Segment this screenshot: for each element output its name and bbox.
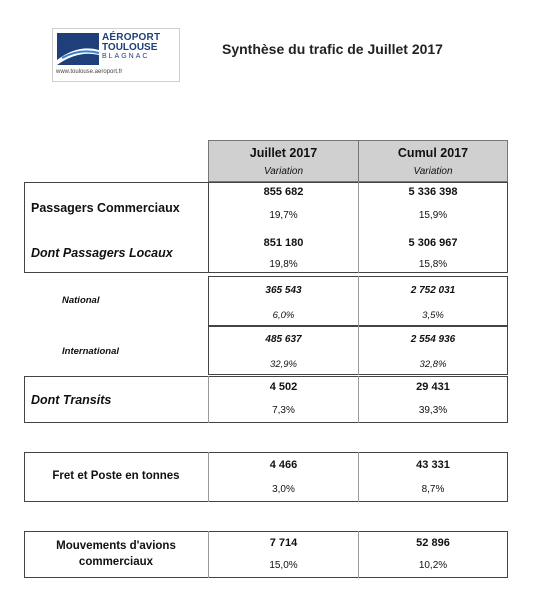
logo-text-toulouse: TOULOUSE <box>102 42 158 53</box>
row-label-mouvements-2: commerciaux <box>78 556 154 568</box>
airport-logo <box>52 28 180 82</box>
row-label-transits: Dont Transits <box>31 393 112 407</box>
row-juillet-national: 365 543 <box>265 285 302 296</box>
row-label-locaux: Dont Passagers Locaux <box>31 246 173 260</box>
row-cumul-var-national: 3,5% <box>422 310 444 321</box>
row-cumul-transits: 29 431 <box>416 381 450 393</box>
row-juillet-var-passagers: 19,7% <box>269 210 298 221</box>
row-juillet-var-mouvements: 15,0% <box>269 560 298 571</box>
logo-text-aeroport: AÉROPORT <box>102 32 161 43</box>
row-cumul-locaux: 5 306 967 <box>408 237 458 249</box>
row-cumul-passagers: 5 336 398 <box>408 186 458 198</box>
row-label-mouvements-1: Mouvements d'avions <box>56 540 176 552</box>
row-juillet-var-international: 32,9% <box>270 359 297 370</box>
row-juillet-var-fret: 3,0% <box>272 484 295 495</box>
row-juillet-passagers: 855 682 <box>263 186 304 198</box>
row-label-fret: Fret et Poste en tonnes <box>52 470 180 482</box>
row-juillet-transits: 4 502 <box>269 381 298 393</box>
row-cumul-var-mouvements: 10,2% <box>418 560 448 571</box>
row-cumul-mouvements: 52 896 <box>416 537 450 549</box>
row-juillet-international: 485 637 <box>265 334 302 345</box>
logo-url: www.toulouse.aeroport.fr <box>56 69 123 75</box>
row-cumul-var-locaux: 15,8% <box>418 259 448 270</box>
row-cumul-var-passagers: 15,9% <box>418 210 448 221</box>
row-cumul-fret: 43 331 <box>416 459 450 471</box>
row-juillet-fret: 4 466 <box>269 459 298 471</box>
row-label-passagers: Passagers Commerciaux <box>31 201 180 215</box>
row-juillet-locaux: 851 180 <box>263 237 304 249</box>
page-title: Synthèse du trafic de Juillet 2017 <box>222 41 443 57</box>
row-label-national: National <box>62 295 100 306</box>
row-juillet-var-national: 6,0% <box>272 310 295 321</box>
header-juillet-label: Juillet 2017 <box>249 146 318 160</box>
row-cumul-var-transits: 39,3% <box>418 405 448 416</box>
header-cumul-label: Cumul 2017 <box>397 146 469 160</box>
row-cumul-national: 2 752 031 <box>410 285 456 296</box>
row-juillet-mouvements: 7 714 <box>269 537 298 549</box>
row-cumul-international: 2 554 936 <box>410 334 456 345</box>
logo-text-blagnac: BLAGNAC <box>102 53 150 60</box>
row-cumul-var-international: 32,8% <box>419 359 447 370</box>
header-juillet <box>208 140 359 182</box>
row-juillet-var-transits: 7,3% <box>272 405 295 416</box>
header-cumul-variation: Variation <box>413 166 453 177</box>
row-cumul-var-fret: 8,7% <box>421 484 445 495</box>
row-label-international: International <box>62 346 120 357</box>
row-juillet-var-locaux: 19,8% <box>269 259 298 270</box>
header-cumul <box>358 140 508 182</box>
header-juillet-variation: Variation <box>263 166 304 177</box>
